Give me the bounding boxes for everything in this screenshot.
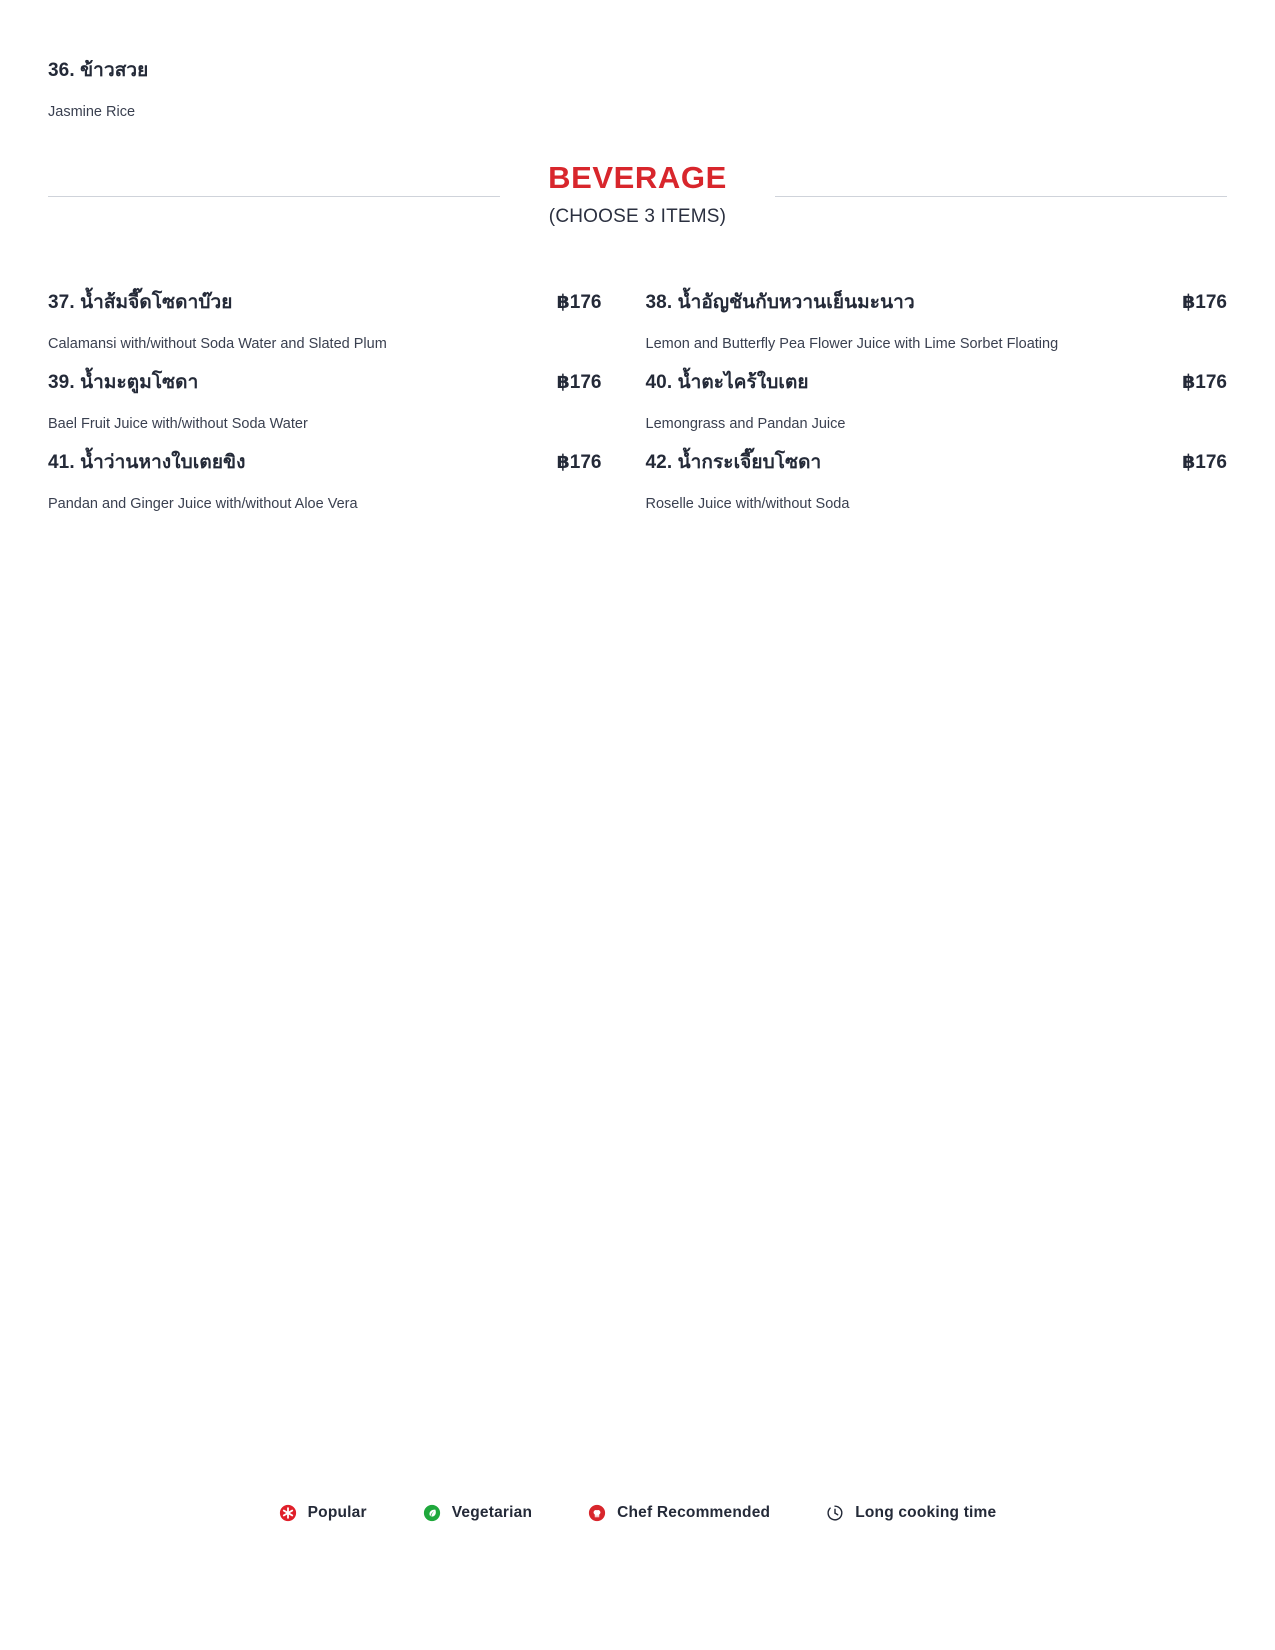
chef-recommended-icon — [588, 1504, 606, 1522]
menu-item-description: Lemongrass and Pandan Juice — [645, 415, 846, 432]
menu-item-header — [48, 370, 602, 396]
menu-column-left — [48, 290, 638, 370]
menu-item-price: ฿176 — [1182, 452, 1227, 473]
legend-label: Long cooking time — [855, 1504, 997, 1521]
menu-item-header — [48, 450, 602, 476]
menu-item-name: 37. น้ำส้มจี๊ดโซดาบ๊วย — [48, 292, 233, 313]
legend-label: Chef Recommended — [617, 1504, 771, 1521]
menu-item-price: ฿176 — [556, 292, 602, 313]
vegetarian-icon — [423, 1504, 441, 1522]
header-rule-right — [775, 196, 1227, 197]
section-subtitle: (CHOOSE 3 ITEMS) — [548, 206, 727, 227]
popular-icon — [279, 1504, 297, 1522]
menu-grid — [48, 290, 1227, 530]
menu-item-header — [48, 290, 602, 316]
menu-item-description: Bael Fruit Juice with/without Soda Water — [48, 415, 308, 432]
legend-label: Vegetarian — [451, 1504, 533, 1521]
menu-item-name: 39. น้ำมะตูมโซดา — [48, 372, 199, 393]
menu-item-price: ฿176 — [556, 452, 602, 473]
menu-item-price: ฿176 — [556, 372, 602, 393]
menu-column-right — [638, 290, 1228, 370]
legend-item-vegetarian — [423, 1504, 532, 1522]
menu-item-37 — [48, 290, 602, 370]
menu-column-right — [638, 370, 1228, 450]
menu-item-price: ฿176 — [1182, 372, 1227, 393]
legend — [0, 1504, 1275, 1522]
menu-row — [48, 450, 1227, 530]
menu-item-description: Jasmine Rice — [48, 103, 136, 120]
section-title: BEVERAGE — [548, 160, 727, 195]
legend-item-long-cooking-time — [826, 1504, 996, 1522]
menu-item-header — [646, 290, 1228, 316]
menu-item-name: 41. น้ำว่านหางใบเตยขิง — [48, 452, 246, 473]
menu-item-description: Calamansi with/without Soda Water and Slated Plum — [48, 335, 387, 352]
menu-column-left — [48, 450, 638, 530]
menu-item-name: 38. น้ำอัญชันกับหวานเย็นมะนาว — [645, 292, 915, 313]
menu-item-price: ฿176 — [1182, 292, 1227, 313]
long-cooking-time-icon — [826, 1504, 844, 1522]
menu-item-39 — [48, 370, 602, 450]
menu-item-header — [646, 370, 1228, 396]
menu-item-41 — [48, 450, 602, 530]
menu-item-description: Roselle Juice with/without Soda — [645, 495, 850, 512]
menu-column-left — [48, 370, 638, 450]
legend-item-chef-recommended — [588, 1504, 770, 1522]
menu-item-42 — [646, 450, 1228, 530]
menu-item-36 — [48, 58, 608, 122]
header-rule-left — [48, 196, 500, 197]
menu-item-38 — [646, 290, 1228, 370]
legend-item-popular — [279, 1504, 367, 1522]
menu-item-description: Lemon and Butterfly Pea Flower Juice with Lime Sorbet Floating — [645, 335, 1059, 352]
menu-item-name: 42. น้ำกระเจี๊ยบโซดา — [645, 452, 822, 473]
menu-item-header — [646, 450, 1228, 476]
section-header-beverage — [48, 160, 1227, 240]
menu-item-description: Pandan and Ginger Juice with/without Aloe Vera — [48, 495, 358, 512]
menu-row — [48, 370, 1227, 450]
menu-column-right — [638, 450, 1228, 530]
menu-item-name: 40. น้ำตะไคร้ใบเตย — [645, 372, 809, 393]
legend-label: Popular — [307, 1504, 367, 1521]
menu-item-40 — [646, 370, 1228, 450]
menu-item-title: 36. ข้าวสวย — [48, 60, 149, 81]
menu-row — [48, 290, 1227, 370]
